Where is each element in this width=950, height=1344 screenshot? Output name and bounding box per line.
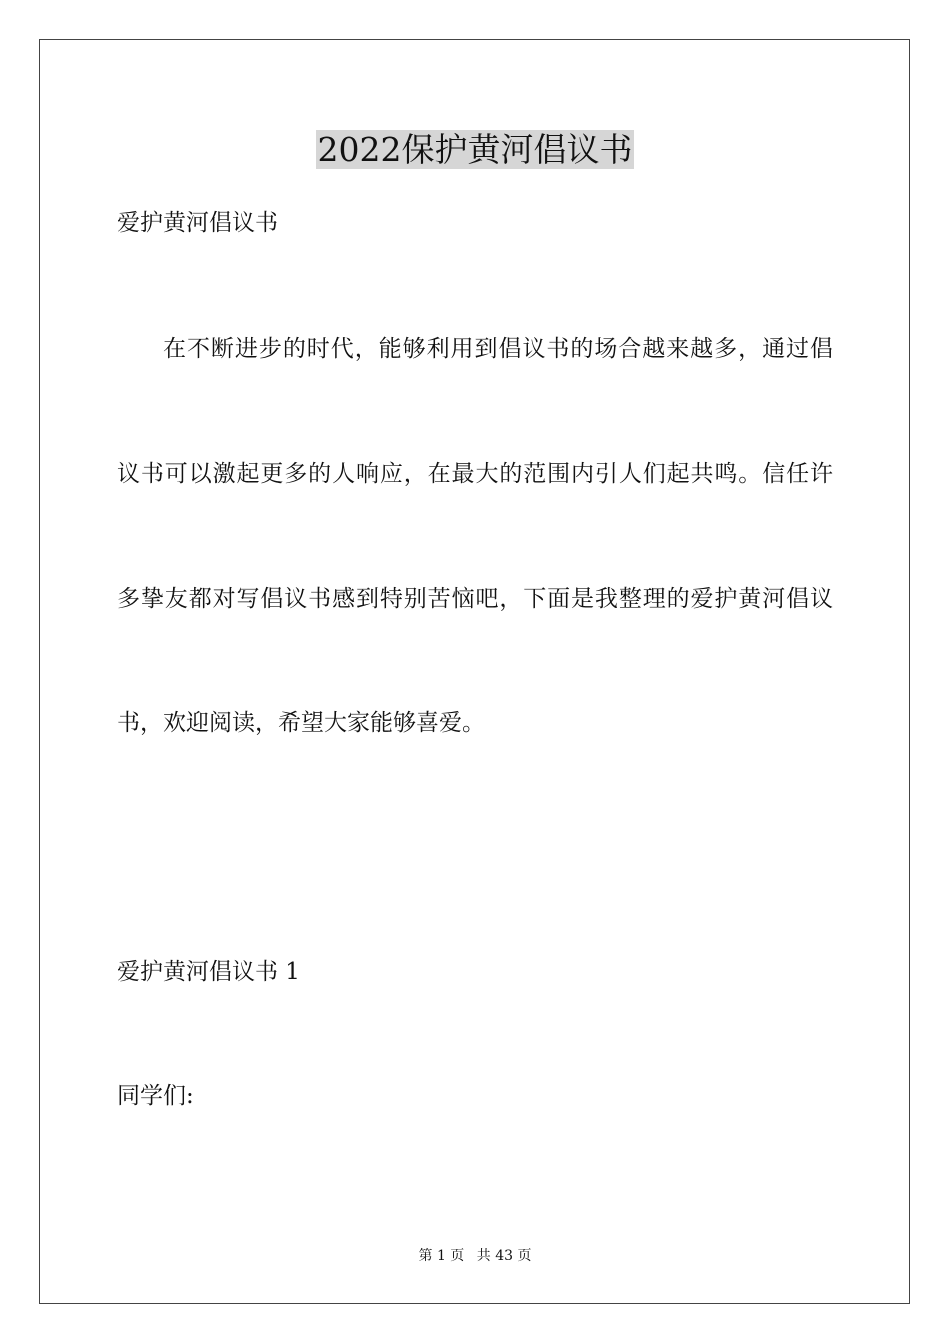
intro-line-1: 在不断进步的时代，能够利用到倡议书的场合越来越多，通过倡 [163,336,833,362]
intro-line-4: 书，欢迎阅读，希望大家能够喜爱。 [117,710,485,736]
document-subtitle: 爱护黄河倡议书 [117,210,278,236]
document-title [0,126,950,174]
document-title-text: 2022保护黄河倡议书 [317,130,633,169]
page-total: 共 43 页 [476,1248,532,1264]
intro-line-2: 议书可以激起更多的人响应，在最大的范围内引人们起共鸣。信任许 [117,461,833,487]
salutation: 同学们: [117,1083,194,1109]
section-heading: 爱护黄河倡议书 1 [117,959,300,985]
page-number: 第 1 页 [418,1248,465,1264]
page-footer [0,1246,950,1266]
intro-line-3: 多挚友都对写倡议书感到特别苦恼吧，下面是我整理的爱护黄河倡议 [117,586,833,612]
